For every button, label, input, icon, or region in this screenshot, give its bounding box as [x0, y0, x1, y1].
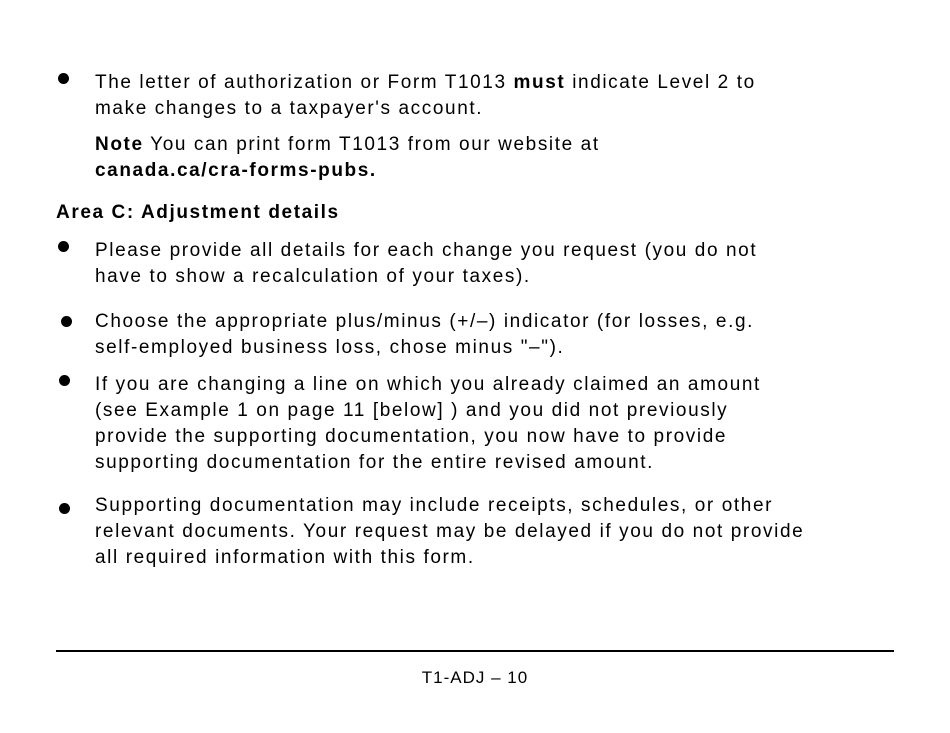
footer-rule [56, 650, 894, 652]
note-link [95, 158, 377, 184]
bullet-1-text-pre: The letter of authorization or Form T1013 [95, 72, 514, 93]
note-label: Note [95, 134, 144, 155]
bullet-1-line-2: make changes to a taxpayer's account. [95, 98, 484, 119]
bullet-3-line-2: self-employed business loss, chose minus "–"). [95, 337, 565, 358]
area-c-heading: Area C: Adjustment details [56, 202, 340, 223]
bullet-4-line-1: If you are changing a line on which you already claimed an amount [95, 374, 761, 395]
bullet-5-line-1: Supporting documentation may include receipts, schedules, or other [95, 495, 774, 516]
bullet-5 [59, 503, 70, 514]
note-link-text: canada.ca/cra-forms-pubs. [95, 160, 377, 181]
bullet-2-line-2: have to show a recalculation of your taxes). [95, 266, 531, 287]
bullet-1-emphasis: must [513, 72, 566, 93]
bullet-4-line-2: (see Example 1 on page 11 [below] ) and you did not previously [95, 400, 729, 421]
bullet-4 [59, 375, 70, 386]
bullet-3-line-1: Choose the appropriate plus/minus (+/–) indicator (for losses, e.g. [95, 311, 755, 332]
bullet-1 [58, 73, 69, 84]
bullet-1-text-post: indicate Level 2 to [565, 72, 756, 93]
bullet-2 [58, 241, 69, 252]
bullet-4-line-4: supporting documentation for the entire revised amount. [95, 452, 655, 473]
note-text: You can print form T1013 from our website at [143, 134, 600, 155]
bullet-1-line-1 [95, 70, 756, 96]
bullet-2-line-1: Please provide all details for each change you request (you do not [95, 240, 758, 261]
page-number: T1-ADJ – 10 [421, 668, 529, 687]
bullet-5-line-3: all required information with this form. [95, 547, 475, 568]
bullet-4-line-3: provide the supporting documentation, you now have to provide [95, 426, 728, 447]
bullet-3 [61, 316, 72, 327]
bullet-5-line-2: relevant documents. Your request may be delayed if you do not provide [95, 521, 805, 542]
note-line-1 [95, 132, 600, 158]
